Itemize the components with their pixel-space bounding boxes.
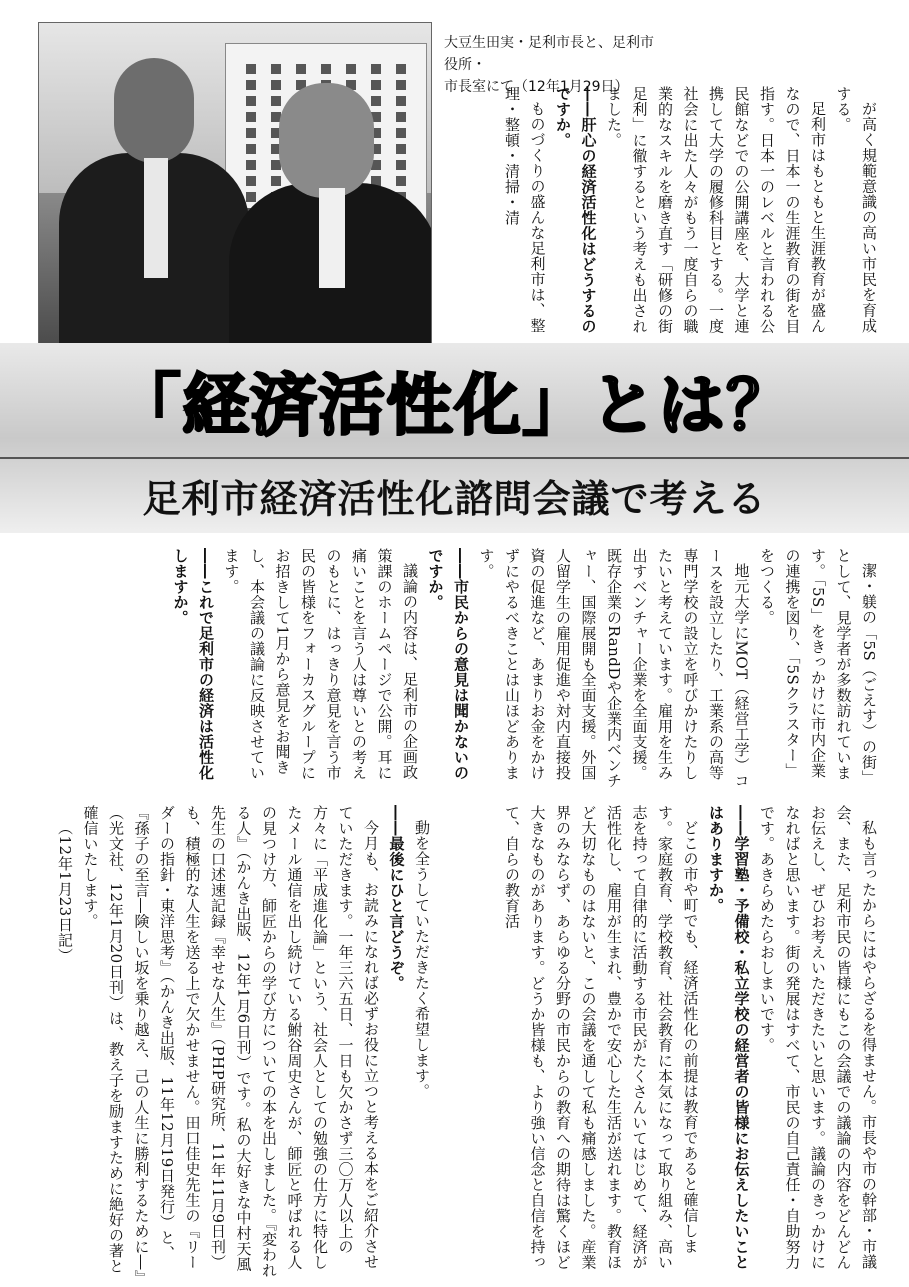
photo-mayor-meeting xyxy=(38,22,432,349)
headline: 「経済活性化」とは？ xyxy=(114,367,795,444)
subheadline: 足利市経済活性化諮問会議で考える xyxy=(142,477,767,521)
body-paragraph: 足利市はもともと生涯教育が盛んなので、日本一の生涯教育の街を目指す。日本一のレベルと言われる公民館などでの公開講座を、大学と連携して大学の履修科目とする。一度社会に出た人々がもう一度自らの職業的なスキルを磨き直す「研修の街 足利」に徹するという考えも出されました。 xyxy=(605,86,827,334)
interview-question: ――学習塾・予備校・私立学校の経営者の皆様にお伝えしたいことはありますか。 xyxy=(707,805,751,1270)
caption-line-2: 市長室にて（12年1月29日） xyxy=(444,79,629,95)
interview-question: ――市民からの意見は聞かないのですか。 xyxy=(426,548,470,781)
interview-question: ――これで足利市の経済は活性化しますか。 xyxy=(171,548,215,781)
interview-question: ――最後にひと言どうぞ。 xyxy=(387,805,406,991)
body-paragraph: （12年1月23日記） xyxy=(56,820,74,964)
body-paragraph: が高く規範意識の高い市民を育成する。 xyxy=(834,86,878,334)
body-paragraph: 議論の内容は、足利市の企画政策課のホームページで公開。耳に痛いことを言う人は尊いとの考えのもとに、はっきり意見を言う市民の皆様をフォーカスグループにお招きして1月から意見をお聞きし、本会議の議論に反映させています。 xyxy=(222,548,419,781)
body-paragraph: どこの市や町でも、経済活性化の前提は教育であると確信します。家庭教育、学校教育、社会教育に本気になって取り組み、高い志を持って自律的に活動する市民がたくさんいてはじめて、経済が活性化し、雇用が生まれ、豊かで安心した生活が送れます。教育ほど大切なものはないと、この会議を通して私も痛感しました。産業界のみならず、あらゆる分野の市民からの教育への期待は驚くほど大きなものがあります。どうか皆様も、より強い信念と自信を持って、自らの教育活 xyxy=(503,805,700,1270)
body-paragraph: 私も言ったからにはやらざるを得ません。市長や市の幹部・市議会、また、足利市民の皆様にもこの会議での議論の内容をどんどんお伝えし、ぜひお考えいただきたいと思います。議論のきっかけになればと思います。街の発展はすべて、市民の自己責任・自助努力です。あきらめたらおしまいです。 xyxy=(758,805,878,1270)
interview-question: ――肝心の経済活性化はどうするのですか。 xyxy=(554,86,598,334)
body-paragraph: ものづくりの盛んな足利市は、整理・整頓・清掃・清 xyxy=(503,86,547,334)
lower-right-text xyxy=(441,805,881,1280)
upper-right-text xyxy=(101,548,881,793)
body-paragraph: 地元大学にMOT（経営工学）コースを設立したり、工業系の高等専門学校の設立を呼びかけたりしたいと考えています。雇用を生み出すベンチャー企業を全面支援。既存企業のRandDや企業内ベンチャー、国際展開も全面支援。外国人留学生の雇用促進や対内直接投資の促進など、あまりお金をかけずにやるべきことは山ほどあります。 xyxy=(477,548,751,789)
body-paragraph: 動を全うしていただきたく希望します。 xyxy=(413,820,431,1099)
body-paragraph: 今月も、お読みになれば必ずお役に立つと考える本をご紹介させていただきます。一年三六五日、一日も欠かさず三〇万人以上の方々に「平成進化論」という、社会人としての勉強の仕方に特化したメール通信を出し続けている鮒谷周史さんが、師匠と呼ばれる人の見つけ方、師匠からの学び方についての本を出しました。『変われる人』（かんき出版、12年1月6日刊）です。私の大好きな中村天風先生の口述速記録『幸せな人生』（PHP研究所、11年11月9日刊）も、積極的な人生を送る上で欠かせません。田口佳史先生の『リーダーの指針・東洋思考』（かんき出版、11年12月19日発行）と、『孫子の至言―険しい坂を乗り越え、己の人生に勝利するために―』（光文社、12年1月20日刊）は、教え子を励ますために絶好の著と確信いたします。 xyxy=(81,805,380,1278)
left-text-block xyxy=(14,805,434,1280)
body-paragraph: 潔・躾の「5S（ごえす）の街」として、見学者が多数訪れています。「5S」をきっかけに市内企業の連携を図り、「5Sクラスター」をつくる。 xyxy=(758,548,878,786)
top-body-text xyxy=(441,86,881,341)
caption-line-1: 大豆生田実・足利市長と、足利市役所・ xyxy=(444,35,654,73)
